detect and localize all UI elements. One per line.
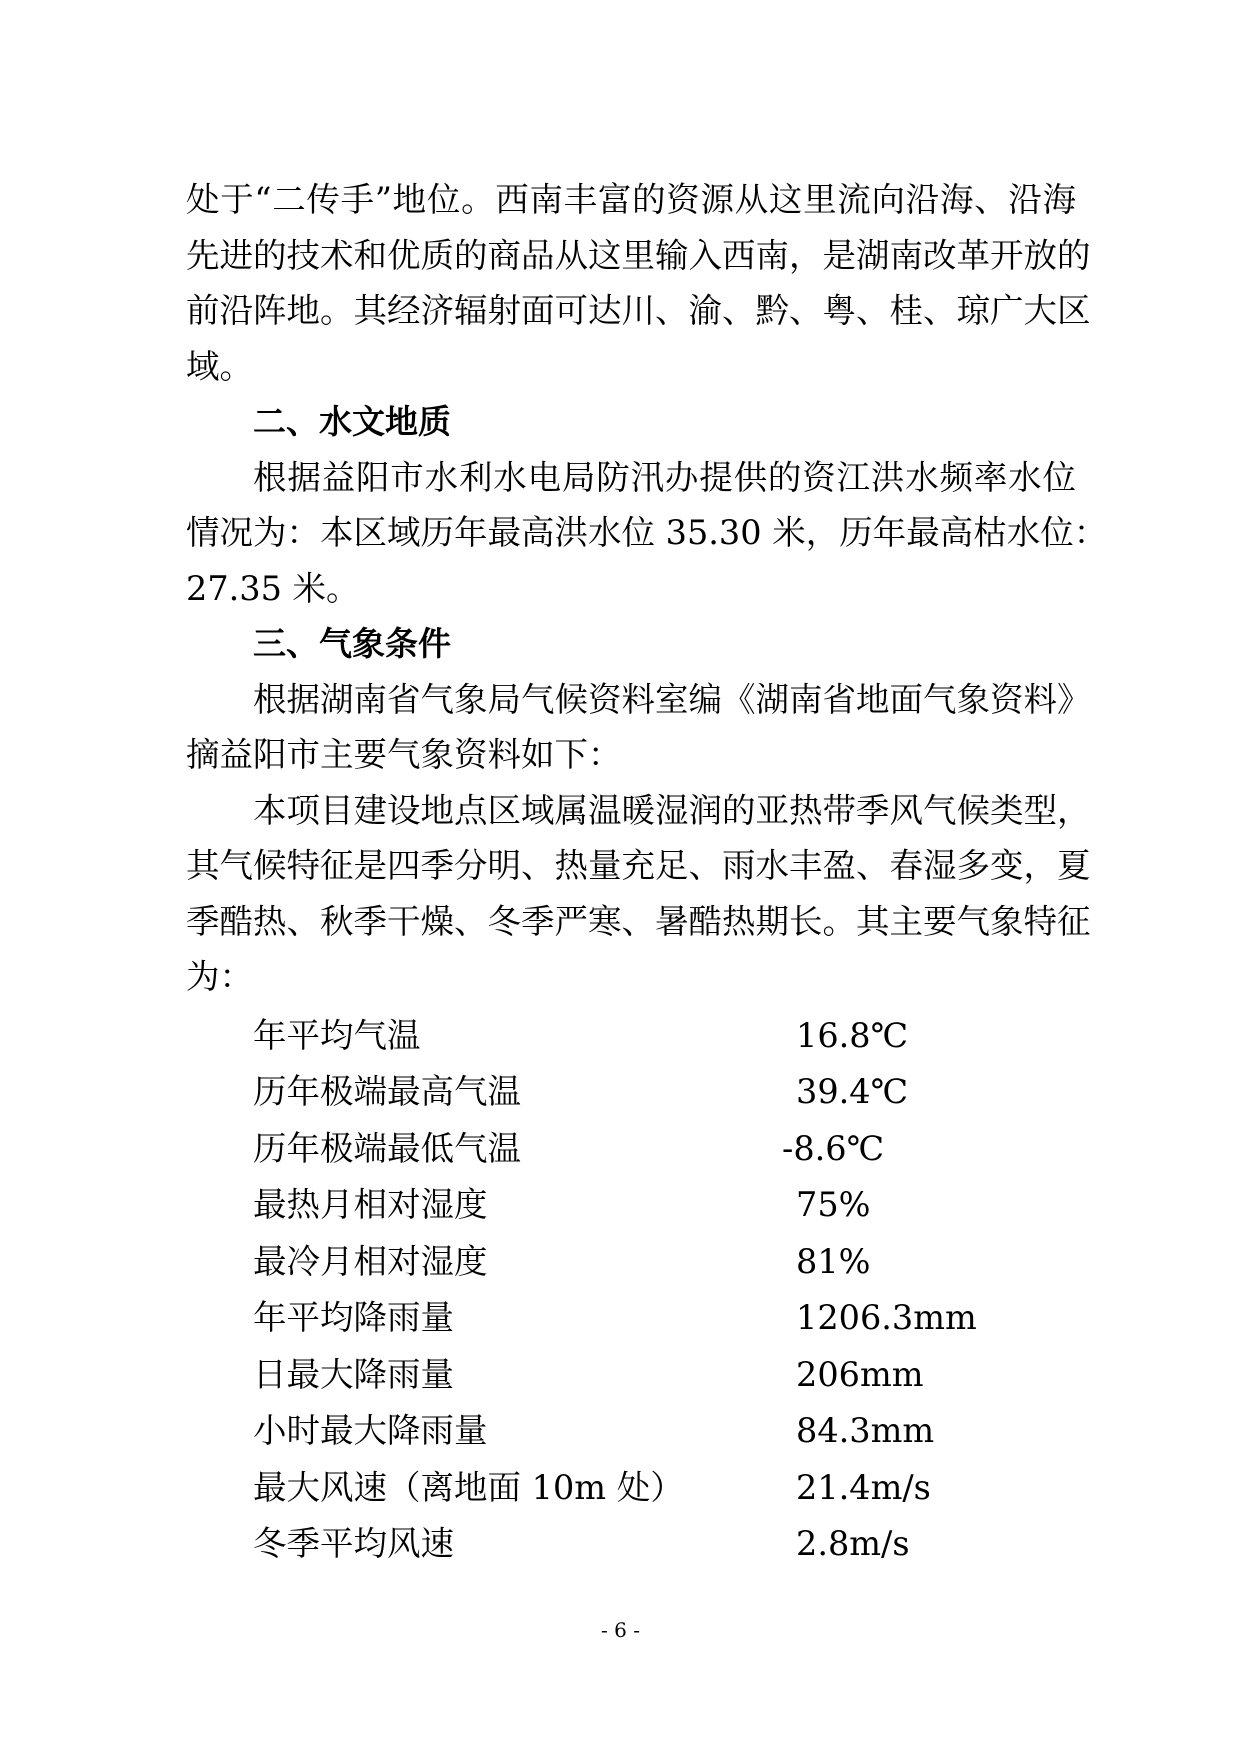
climate-data-value: 81% <box>796 1241 871 1281</box>
climate-data-row <box>186 1234 1076 1291</box>
paragraph-hydrogeology <box>186 450 1108 617</box>
paragraph-line: 情况为：本区域历年最高洪水位 35.30 米，历年最高枯水位： <box>186 513 1108 552</box>
paragraph-line: 处于“二传手”地位。西南丰富的资源从这里流向沿海、沿海 <box>186 180 1076 219</box>
climate-data-label: 冬季平均风速 <box>253 1524 454 1563</box>
climate-data-value: -8.6℃ <box>782 1128 885 1168</box>
paragraph-location <box>186 172 1091 394</box>
climate-data-row <box>186 1008 1076 1065</box>
page-number: - 6 - <box>601 1618 640 1642</box>
climate-data-value: 206mm <box>796 1354 924 1394</box>
paragraph-line: 前沿阵地。其经济辐射面可达川、渝、黔、粤、桂、琼广大区 <box>186 291 1091 330</box>
climate-data-label: 日最大降雨量 <box>253 1354 454 1394</box>
climate-data-label: 小时最大降雨量 <box>253 1411 488 1450</box>
climate-data-label: 最冷月相对湿度 <box>253 1241 488 1281</box>
climate-data-value: 2.8m/s <box>796 1524 910 1563</box>
climate-data-list <box>186 1008 1076 1573</box>
climate-data-label: 最大风速（离地面 10m 处） <box>253 1467 684 1507</box>
climate-data-value: 84.3mm <box>796 1411 935 1450</box>
climate-data-label: 历年极端最低气温 <box>253 1128 521 1168</box>
climate-data-label: 最热月相对湿度 <box>253 1185 488 1224</box>
climate-data-value: 21.4m/s <box>796 1467 931 1507</box>
climate-data-value: 16.8℃ <box>796 1015 909 1055</box>
climate-data-value: 75% <box>796 1185 871 1224</box>
paragraph-climate-description <box>186 783 1091 1005</box>
climate-data-value: 39.4℃ <box>796 1072 909 1111</box>
paragraph-line: 为： <box>186 957 253 996</box>
section-heading-hydrogeology: 二、水文地质 <box>253 402 451 441</box>
climate-data-row <box>186 1516 1076 1573</box>
paragraph-line: 根据益阳市水利水电局防汛办提供的资江洪水频率水位 <box>253 457 1076 497</box>
climate-data-label: 年平均气温 <box>253 1015 421 1055</box>
climate-data-row <box>186 1290 1076 1347</box>
climate-data-label: 历年极端最高气温 <box>253 1072 521 1111</box>
climate-data-row <box>186 1347 1076 1404</box>
paragraph-line: 先进的技术和优质的商品从这里输入西南，是湖南改革开放的 <box>186 235 1091 275</box>
climate-data-label: 年平均降雨量 <box>253 1298 454 1337</box>
climate-data-row <box>186 1460 1076 1517</box>
climate-data-row <box>186 1403 1076 1460</box>
climate-data-value: 1206.3mm <box>796 1298 977 1337</box>
paragraph-line: 季酷热、秋季干燥、冬季严寒、暑酷热期长。其主要气象特征 <box>186 901 1091 941</box>
paragraph-line: 本项目建设地点区域属温暖湿润的亚热带季风气候类型， <box>253 790 1091 830</box>
paragraph-line: 摘益阳市主要气象资料如下： <box>186 735 622 774</box>
section-heading-meteorology: 三、气象条件 <box>253 624 451 663</box>
paragraph-line: 域。 <box>186 346 253 386</box>
paragraph-line: 其气候特征是四季分明、热量充足、雨水丰盈、春湿多变，夏 <box>186 846 1091 885</box>
climate-data-row <box>186 1177 1076 1234</box>
paragraph-meteorology-source <box>186 672 1091 783</box>
paragraph-line: 根据湖南省气象局气候资料室编《湖南省地面气象资料》 <box>253 679 1091 719</box>
climate-data-row <box>186 1064 1076 1121</box>
paragraph-line: 27.35 米。 <box>186 568 360 608</box>
document-body <box>186 172 1108 1573</box>
climate-data-row <box>186 1121 1076 1178</box>
